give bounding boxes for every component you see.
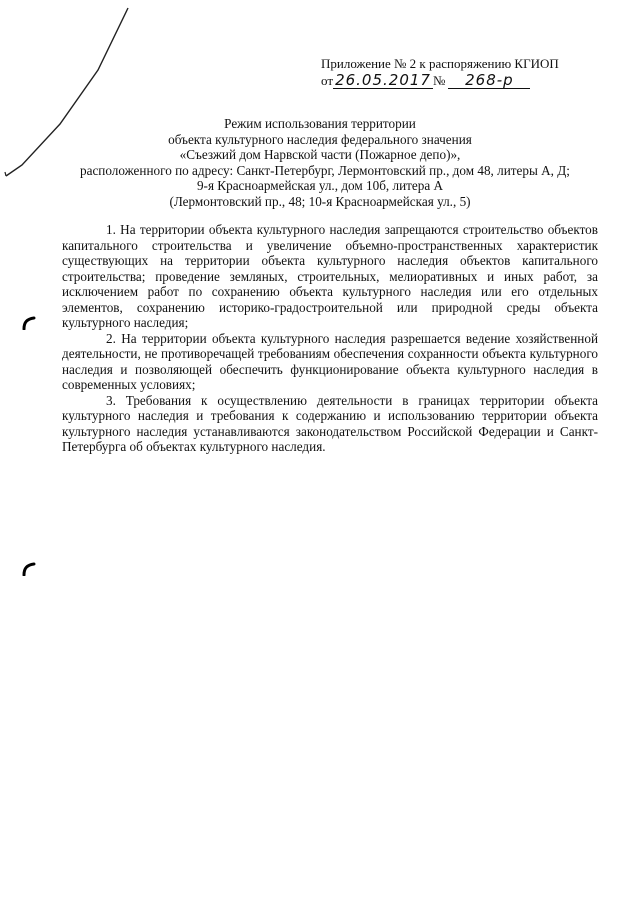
appendix-header (321, 56, 621, 89)
title-line: объекта культурного наследия федерального значения (168, 131, 472, 147)
binding-mark-icon (22, 562, 36, 576)
title-line: «Съезжий дом Нарвской части (Пожарное депо)», (179, 147, 461, 163)
binding-mark-icon (22, 316, 36, 330)
appendix-date-line (321, 72, 621, 89)
title-line: 9-я Красноармейская ул., дом 10б, литера А (196, 178, 444, 194)
from-label: от (321, 73, 334, 88)
document-title (80, 116, 570, 210)
paragraph-3: 3. Требования к осуществлению деятельности в границах территории объекта культурного наследия и требования к содержанию и использованию территории объекта культурного наследия устанавливаются законодательством Российской Федерации и Санкт-Петербурга об объектах культурного наследия. (62, 392, 598, 454)
title-line: Режим использования территории (224, 116, 416, 131)
appendix-title: Приложение № 2 к распоряжению КГИОП (321, 56, 559, 71)
paragraph-1: 1. На территории объекта культурного наследия запрещаются строительство объектов капитального строительства и увеличение объемно-пространственных характеристик существующих на территории объекта культурного наследия объектов капитального строительства; проведение земляных, строительных, мелиоративных и иных работ, за исключением работ по сохранению объекта культурного наследия или его отдельных элементов, сохранению историко-градостроительной или природной среды объекта культурного наследия; (62, 222, 598, 330)
paragraph-2: 2. На территории объекта культурного наследия разрешается ведение хозяйственной деятельности, не противоречащей требованиям обеспечения сохранности объекта культурного наследия и позволяющей обеспечить функционирование объекта культурного наследия в современных условиях; (62, 330, 598, 392)
handwritten-date: 26.05.2017 (333, 72, 433, 89)
number-label: № (433, 73, 446, 88)
title-line: расположенного по адресу: Санкт-Петербург, Лермонтовский пр., дом 48, литеры А, Д; (80, 162, 570, 178)
title-line: (Лермонтовский пр., 48; 10-я Красноармейская ул., 5) (169, 193, 471, 209)
handwritten-number: 268-р (448, 72, 530, 89)
document-body (62, 222, 598, 455)
